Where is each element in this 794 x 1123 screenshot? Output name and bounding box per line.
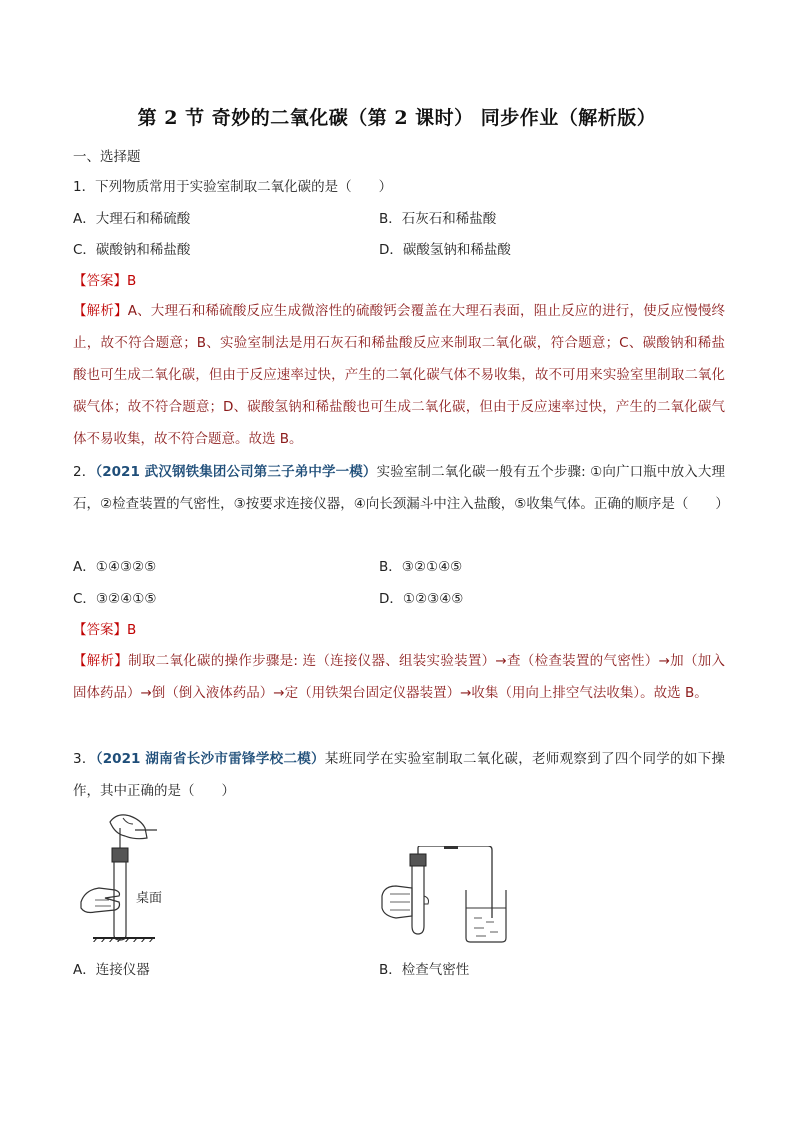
q3-option-a: A．连接仪器 (73, 962, 150, 978)
figure-a-label: 桌面 (136, 891, 163, 906)
q3-source: （2021 湖南省长沙市雷锋学校二模） (95, 751, 325, 767)
q1-answer-tag: 【答案】 (73, 273, 127, 289)
q3-option-b: B．检查气密性 (379, 962, 470, 978)
q1-analysis (73, 295, 725, 455)
q1-option-d: D．碳酸氢钠和稀盐酸 (379, 242, 511, 258)
q2-answer-value: B (127, 622, 137, 638)
q2-option-b: B．③②①④⑤ (379, 559, 463, 575)
q3-number: 3． (73, 751, 96, 767)
q1-answer-value: B (127, 273, 137, 289)
q2-option-d: D．①②③④⑤ (379, 591, 464, 607)
q1-answer (73, 272, 136, 290)
q3-stem: 某班同学在实验室制取二氧化碳，老师观察到了四个同学的如下操作，其中正确的是（ ） (73, 751, 726, 799)
q2-stem: 实验室制二氧化碳一般有五个步骤: ①向广口瓶中放入大理石，②检查装置的气密性，③按要求连接仪器，④向长颈漏斗中注入盐酸，⑤收集气体。正确的顺序是（ ） (73, 464, 729, 512)
q2-source: （2021 武汉钢铁集团公司第三子弟中学一模） (95, 464, 377, 480)
q1-option-b: B．石灰石和稀盐酸 (379, 211, 497, 227)
q2-option-c: C．③②④①⑤ (73, 591, 157, 607)
q2-answer (73, 621, 136, 639)
q2-analysis-text: 制取二氧化碳的操作步骤是: 连（连接仪器、组装实验装置）→查（检查装置的气密性）→加（加入固体药品）→倒（倒入液体药品）→定（用铁架台固定仪器装置）→收集（用向上排空气法收集）。故选 B。 (73, 653, 725, 701)
q1-analysis-text: A、大理石和稀硫酸反应生成微溶性的硫酸钙会覆盖在大理石表面，阻止反应的进行，使反应慢慢终止，故不符合题意；B、实验室制法是用石灰石和稀盐酸反应来制取二氧化碳，符合题意；C、碳酸钠和稀盐酸也可生成二氧化碳，但由于反应速率过快，产生的二氧化碳气体不易收集，故不可用来实验室里制取二氧化碳气体；故不符合题意；D、碳酸氢钠和稀盐酸也可生成二氧化碳，但由于反应速率过快，产生的二氧化碳气体不易收集，故不符合题意。故选 B。 (73, 303, 726, 447)
q2-stem-block (73, 456, 729, 520)
figure-airtightness-check (378, 846, 508, 946)
q1-analysis-tag: 【解析】 (73, 303, 128, 319)
page-title: 第 2 节 奇妙的二氧化碳（第 2 课时） 同步作业（解析版） (137, 107, 657, 129)
q1-option-c: C．碳酸钠和稀盐酸 (73, 242, 191, 258)
q2-option-a: A．①④③②⑤ (73, 559, 157, 575)
figure-connect-apparatus (75, 810, 185, 942)
q1-option-a: A．大理石和稀硫酸 (73, 211, 191, 227)
q3-stem-block (73, 743, 725, 807)
q2-number: 2． (73, 464, 96, 480)
q2-analysis-tag: 【解析】 (73, 653, 129, 669)
q1-stem: 1．下列物质常用于实验室制取二氧化碳的是（ ） (73, 179, 393, 195)
q2-analysis (73, 645, 725, 709)
q2-answer-tag: 【答案】 (73, 622, 127, 638)
section-heading: 一、选择题 (73, 149, 141, 165)
